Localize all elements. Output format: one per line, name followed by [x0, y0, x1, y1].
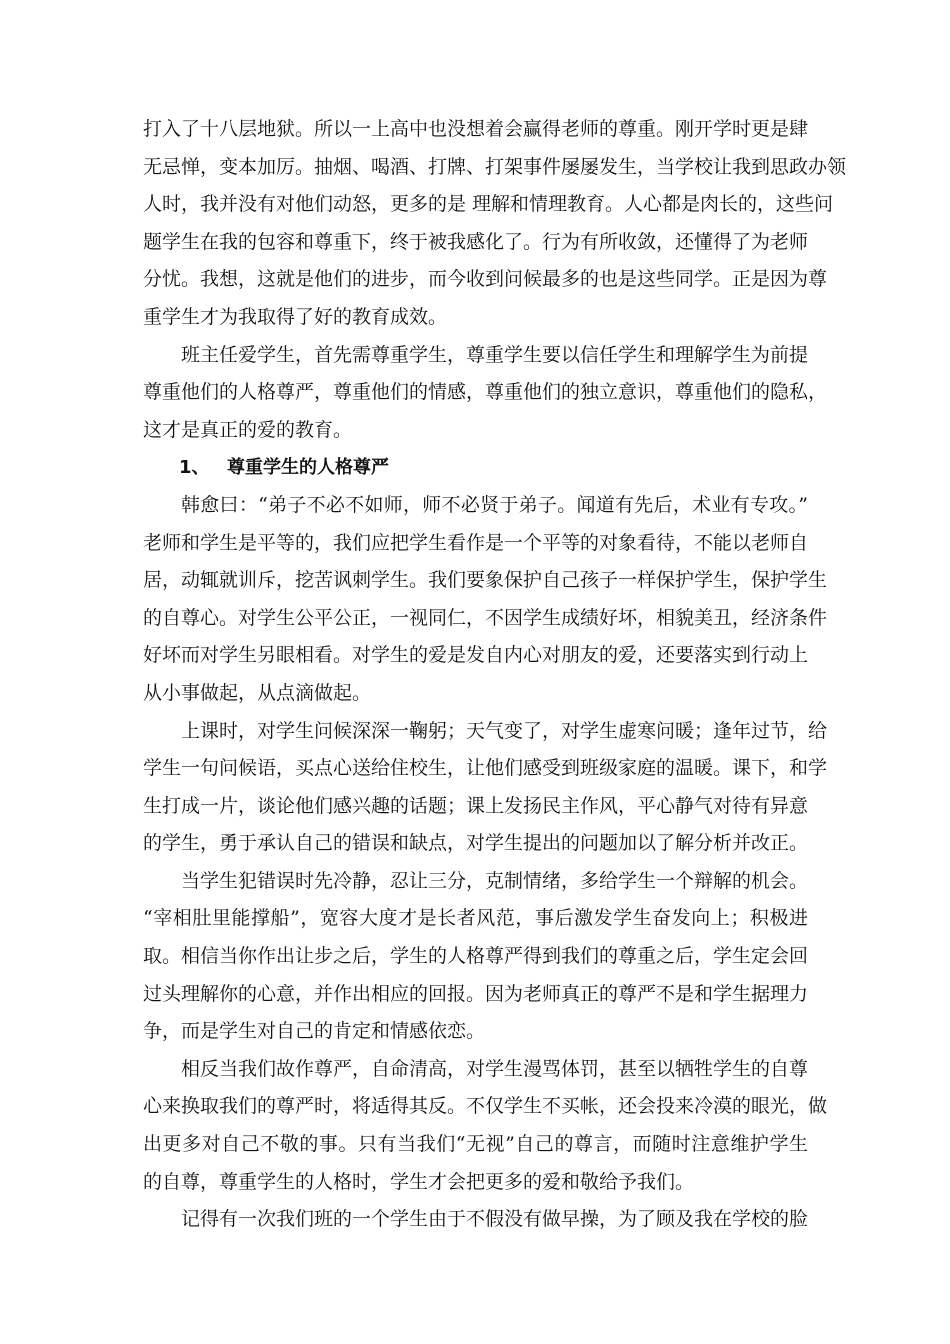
- text-line: 的自尊心。对学生公平公正，一视同仁，不因学生成绩好坏，相貌美丑，经济条件: [143, 606, 828, 629]
- text-line: 重学生才为我取得了好的教育成效。: [143, 305, 448, 328]
- text-line: 打入了十八层地狱。所以一上高中也没想着会赢得老师的尊重。刚开学时更是肆: [143, 118, 809, 140]
- paragraph: [143, 1051, 828, 1201]
- text-line: 题学生在我的包容和尊重下，终于被我感化了。行为有所收敛，还懂得了为老师: [143, 230, 809, 253]
- text-line: 这才是真正的爱的教育。: [143, 418, 353, 441]
- text-line: 的自尊，尊重学生的人格时，学生才会把更多的爱和敬给予我们。: [143, 1170, 695, 1193]
- paragraph: [143, 1201, 808, 1239]
- section-number: 1、: [179, 457, 210, 479]
- document-body: [143, 111, 847, 1239]
- text-line: 居，动辄就训斥，挖苦讽刺学生。我们要象保护自己孩子一样保护学生，保护学生: [143, 569, 828, 592]
- text-line: 过头理解你的心意，并作出相应的回报。因为老师真正的尊严不是和学生据理力: [143, 982, 809, 1005]
- text-line: 上课时，对学生问候深深一鞠躬；天气变了，对学生虚寒问暖；逢年过节，给: [181, 719, 828, 742]
- text-line: 尊重他们的人格尊严，尊重他们的情感，尊重他们的独立意识，尊重他们的隐私，: [143, 381, 828, 404]
- text-line: 韩愈曰：“弟子不必不如师，师不必贤于弟子。闻道有先后，术业有专攻。”: [181, 493, 808, 516]
- text-line: “宰相肚里能撑船”，宽容大度才是长者风范，事后激发学生奋发向上；积极进: [143, 907, 808, 930]
- text-line: 班主任爱学生，首先需尊重学生，尊重学生要以信任学生和理解学生为前提: [181, 343, 809, 366]
- text-line: 老师和学生是平等的，我们应把学生看作是一个平等的对象看待，不能以老师自: [143, 531, 809, 554]
- text-line: 取。相信当你作出让步之后，学生的人格尊严得到我们的尊重之后，学生定会回: [143, 945, 809, 968]
- section-title: 尊重学生的人格尊严: [227, 457, 389, 479]
- text-line: 好坏而对学生另眼相看。对学生的爱是发自内心对朋友的爱，还要落实到行动上: [143, 644, 809, 667]
- paragraph: [143, 487, 828, 713]
- text-line: 生打成一片，谈论他们感兴趣的话题；课上发扬民主作风，平心静气对待有异意: [143, 794, 809, 817]
- text-line: 学生一句问候语，买点心送给住校生，让他们感受到班级家庭的温暖。课下，和学: [143, 757, 828, 780]
- text-line: 从小事做起，从点滴做起。: [143, 681, 372, 704]
- paragraph: [143, 111, 847, 337]
- paragraph: [143, 863, 808, 1051]
- text-line: 当学生犯错误时先冷静，忍让三分，克制情绪，多给学生一个辩解的机会。: [181, 869, 809, 892]
- text-line: 争，而是学生对自己的肯定和情感依恋。: [143, 1020, 486, 1043]
- text-line: 心来换取我们的尊严时，将适得其反。不仅学生不买帐，还会投来冷漠的眼光，做: [143, 1095, 828, 1118]
- text-line: 出更多对自己不敬的事。只有当我们“无视”自己的尊言，而随时注意维护学生: [143, 1133, 808, 1156]
- paragraph: [143, 337, 828, 450]
- section-heading: [143, 449, 808, 487]
- paragraph: [143, 713, 828, 863]
- text-line: 无忌惮，变本加厉。抽烟、喝酒、打牌、打架事件屡屡发生，当学校让我到思政办领: [143, 155, 847, 178]
- text-line: 记得有一次我们班的一个学生由于不假没有做早操，为了顾及我在学校的脸: [181, 1208, 809, 1231]
- text-line: 人时，我并没有对他们动怒，更多的是 理解和情理教育。人心都是肉长的，这些问: [143, 193, 834, 216]
- text-line: 分忧。我想，这就是他们的进步，而今收到问候最多的也是这些同学。正是因为尊: [143, 268, 828, 291]
- text-line: 相反当我们故作尊严，自命清高，对学生漫骂体罚，甚至以牺牲学生的自尊: [181, 1057, 809, 1080]
- text-line: 的学生，勇于承认自己的错误和缺点，对学生提出的问题加以了解分析并改正。: [143, 832, 809, 855]
